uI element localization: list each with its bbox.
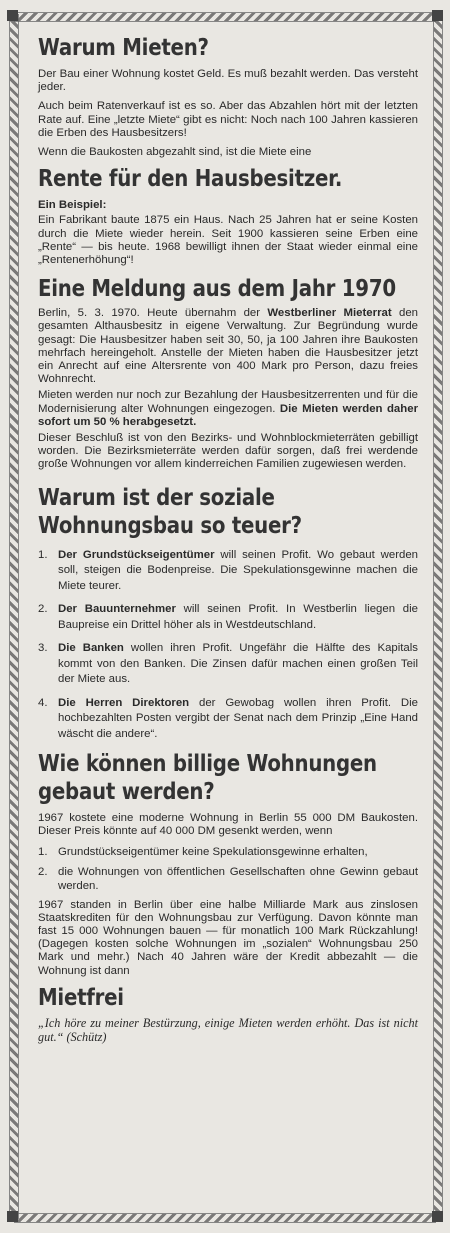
heading-meldung-1970: Eine Meldung aus dem Jahr 1970 xyxy=(38,276,396,303)
list-text: die Wohnungen von öffentlichen Gesellschaften ohne Gewinn gebaut werden. xyxy=(58,865,418,892)
label-beispiel: Ein Beispiel: xyxy=(38,199,107,212)
list-number: 1. xyxy=(38,548,48,561)
section-billige-wohnungen xyxy=(38,750,418,978)
text: den gesamten Althausbesitz in eigene Verwaltung. Zur Begründung wurde gesagt: Die Hausbesitzer haben seit 30, 50, ja 100 Jahren ihre Baukosten mehrfach hereingeholt. Anstelle der Mieten haben die Hausbesitzer jetzt ein Anrecht auf eine Altersrente von 400 Mark pro Person, dazu freies Wohnrecht. xyxy=(38,307,418,386)
conditions-list xyxy=(38,845,418,893)
paragraph xyxy=(38,307,418,386)
corner-square-icon xyxy=(432,1211,443,1222)
section-warum-mieten xyxy=(38,34,418,159)
list-text: Grundstückseigentümer keine Spekulationsgewinne erhalten, xyxy=(58,845,368,858)
decorative-border-right xyxy=(433,14,443,1219)
text: will seinen Profit. In Westberlin liegen die Baupreise ein Drittel höher als in Westdeutschland. xyxy=(58,603,418,631)
heading-line: Warum ist der soziale xyxy=(38,484,275,511)
list-item xyxy=(38,641,418,688)
corner-square-icon xyxy=(432,10,443,21)
section-sozialer-wohnungsbau xyxy=(38,484,418,743)
corner-square-icon xyxy=(7,10,18,21)
list-text xyxy=(58,602,418,633)
decorative-border-top xyxy=(14,12,436,22)
paragraph: 1967 standen in Berlin über eine halbe Milliarde Mark aus zinslosen Staatskrediten für den Wohnungsbau zur Verfügung. Davon könnte man fast 15 000 Wohnungen bauen — für monatlich 100 Mark Rückzahlung! (Dagegen kosten solche Wohnungen im „sozialen“ Wohnungsbau 250 Mark und mehr.) Nach 40 Jahren wäre der Kredit abbezahlt — die Wohnung ist dann xyxy=(38,898,418,977)
text: will seinen Profit. Wo gebaut werden soll, steigen die Bodenpreise. Die Spekulationsgewinne machen die Miete teurer. xyxy=(58,548,418,592)
leaflet-content xyxy=(38,34,418,1050)
reasons-list xyxy=(38,548,418,743)
paragraph: Auch beim Ratenverkauf ist es so. Aber das Abzahlen hört mit der letzten Rate auf. Eine „letzte Miete“ gibt es nicht: Noch nach 100 Jahren kassieren die Erben des Hausbesitzers! xyxy=(38,100,418,139)
text: Mieten werden nur noch zur Bezahlung der Hausbesitzerrenten und für die Modernisierung alter Wohnungen eingezogen. xyxy=(38,389,418,415)
text: der Gewobag wollen ihren Profit. Die hochbezahlten Posten vergibt der Senat nach dem Prinzip „Eine Hand wäscht die andere“. xyxy=(58,696,418,740)
heading-mietfrei: Mietfrei xyxy=(38,984,124,1011)
section-meldung-1970 xyxy=(38,275,418,471)
heading-sozialer-wohnungsbau xyxy=(38,484,417,540)
bold-text: Die Mieten werden daher sofort um 50 % herabgesetzt. xyxy=(38,402,418,428)
list-number: 2. xyxy=(38,603,48,616)
heading-rente: Rente für den Hausbesitzer. xyxy=(38,166,343,193)
list-number: 4. xyxy=(38,696,48,709)
heading-line: gebaut werden? xyxy=(38,779,215,806)
list-text xyxy=(58,696,418,743)
decorative-border-left xyxy=(9,14,19,1219)
list-text xyxy=(58,548,418,595)
paragraph: Dieser Beschluß ist von den Bezirks- und Wohnblockmieterräten gebilligt worden. Die Bezirksmieterräte werden dafür sorgen, daß frei werdende große Wohnungen vor allem kinderreichen Familien zugewiesen werden. xyxy=(38,432,418,471)
section-mietfrei xyxy=(38,984,418,1044)
bold-text: Der Bauunternehmer xyxy=(58,603,176,616)
section-rente xyxy=(38,165,418,267)
paragraph xyxy=(38,389,418,429)
bold-text: Die Banken xyxy=(58,642,124,655)
heading-warum-mieten: Warum Mieten? xyxy=(38,35,209,61)
paragraph: Der Bau einer Wohnung kostet Geld. Es muß bezahlt werden. Das versteht jeder. xyxy=(38,68,418,94)
paragraph: 1967 kostete eine moderne Wohnung in Berlin 55 000 DM Baukosten. Dieser Preis könnte auf 40 000 DM gesenkt werden, wenn xyxy=(38,812,418,838)
paragraph: Wenn die Baukosten abgezahlt sind, ist die Miete eine xyxy=(38,146,312,159)
heading-billige-wohnungen xyxy=(38,750,417,806)
bold-text: Die Herren Direktoren xyxy=(58,696,190,709)
bold-text: Der Grundstückseigentümer xyxy=(58,548,215,561)
list-item xyxy=(38,845,418,859)
bold-text: Westberliner Mieterrat xyxy=(267,307,392,320)
list-item xyxy=(38,548,418,595)
list-item xyxy=(38,602,418,633)
list-item xyxy=(38,696,418,743)
paragraph: Ein Fabrikant baute 1875 ein Haus. Nach 25 Jahren hat er seine Kosten durch die Miete wieder herein. Seit 1900 kassieren seine Erben eine „Rente“ — bis heute. 1968 bewilligt ihnen der Staat wieder einmal eine „Rentenerhöhung“! xyxy=(38,214,418,267)
text: Berlin, 5. 3. 1970. Heute übernahm der xyxy=(38,307,268,320)
list-number: 3. xyxy=(38,642,48,655)
list-number: 2. xyxy=(38,865,48,878)
list-item xyxy=(38,865,418,893)
list-number: 1. xyxy=(38,845,48,858)
quote-schuetz: „Ich höre zu meiner Bestürzung, einige Mieten werden erhöht. Das ist nicht gut.“ (Schütz) xyxy=(38,1015,418,1044)
heading-line: Wie können billige Wohnungen xyxy=(38,751,377,778)
decorative-border-bottom xyxy=(14,1213,436,1223)
text: wollen ihren Profit. Ungefähr die Hälfte des Kapitals kommt von den Banken. Die Zinsen dafür machen einen großen Teil der Miete aus. xyxy=(58,642,418,686)
list-text xyxy=(58,641,418,688)
heading-line: Wohnungsbau so teuer? xyxy=(38,512,302,539)
corner-square-icon xyxy=(7,1211,18,1222)
